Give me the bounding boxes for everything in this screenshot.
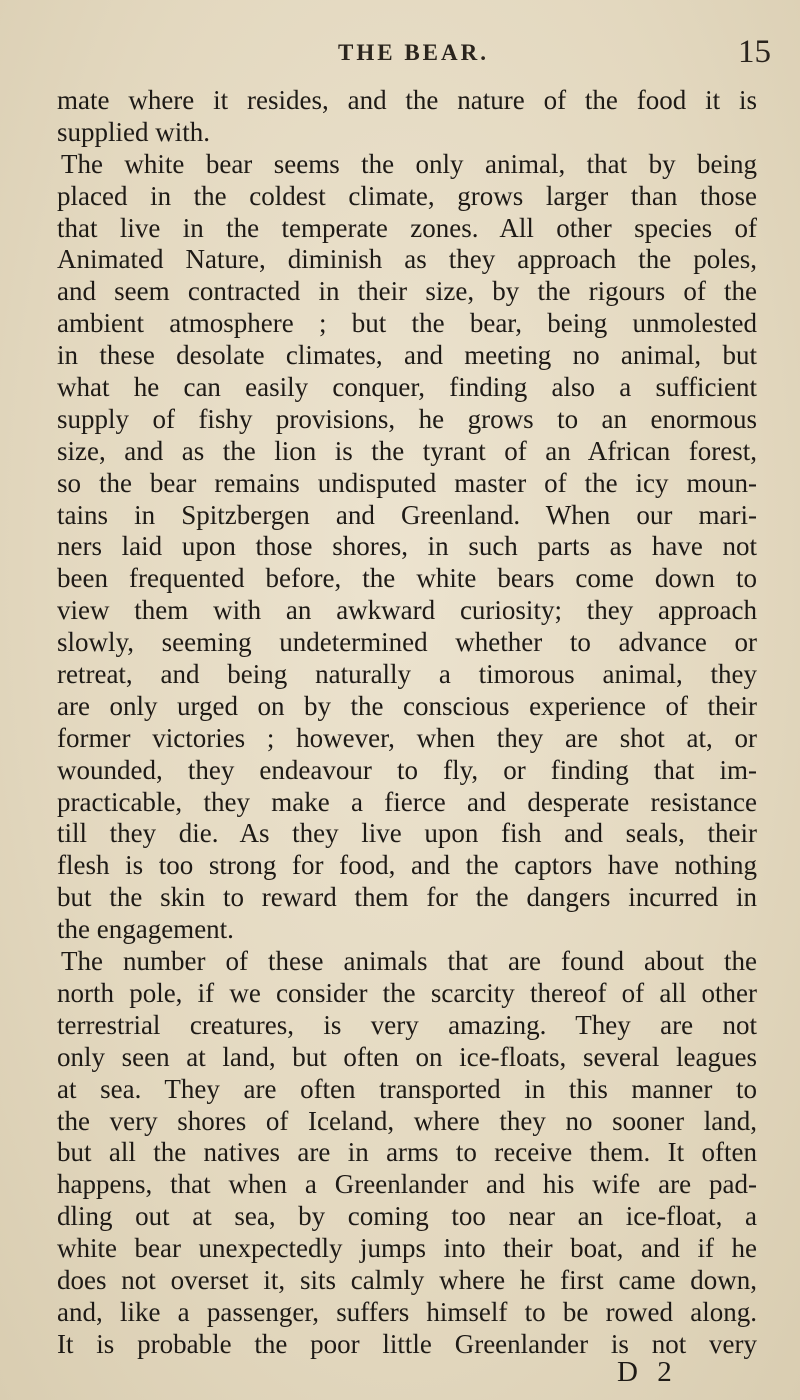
text-line: supplied with. [57, 116, 210, 147]
text-line: and seem contracted in their size, by the rigours of the [57, 276, 757, 307]
text-line: does not overset it, sits calmly where he first came down, [57, 1264, 757, 1295]
signature-mark: D 2 [617, 1356, 678, 1388]
text-line: but the skin to reward them for the dangers incurred in [57, 882, 757, 913]
text-line: but all the natives are in arms to receive them. It often [57, 1137, 757, 1168]
text-line: supply of fishy provisions, he grows to an enormous [57, 403, 757, 434]
text-line: in these desolate climates, and meeting no animal, but [57, 340, 757, 371]
text-line: view them with an awkward curiosity; they approach [57, 595, 757, 626]
text-line: so the bear remains undisputed master of the icy moun- [57, 467, 757, 498]
text-line: white bear unexpectedly jumps into their boat, and if he [57, 1233, 757, 1264]
text-line: tains in Spitzbergen and Greenland. When our mari- [57, 499, 757, 530]
text-line: and, like a passenger, suffers himself to be rowed along. [57, 1296, 757, 1327]
text-line: It is probable the poor little Greenlander is not very [57, 1328, 757, 1359]
text-line: The white bear seems the only animal, that by being [61, 148, 757, 179]
text-line: terrestrial creatures, is very amazing. They are not [57, 1009, 757, 1040]
text-line: wounded, they endeavour to fly, or finding that im- [57, 754, 757, 785]
text-line: Animated Nature, diminish as they approach the poles, [57, 244, 757, 275]
text-line: the engagement. [57, 914, 234, 945]
text-line: slowly, seeming undetermined whether to advance or [57, 627, 757, 658]
text-line: former victories ; however, when they are shot at, or [57, 722, 757, 753]
running-head [0, 34, 800, 80]
body-text [57, 85, 757, 1361]
text-line: practicable, they make a fierce and desperate resistance [57, 786, 757, 817]
text-line: ambient atmosphere ; but the bear, being unmolested [57, 308, 757, 339]
text-line: only seen at land, but often on ice-floats, several leagues [57, 1041, 757, 1072]
text-line: been frequented before, the white bears come down to [57, 563, 757, 594]
text-line: the very shores of Iceland, where they no sooner land, [57, 1105, 757, 1136]
text-line: ners laid upon those shores, in such parts as have not [57, 531, 757, 562]
text-line: The number of these animals that are found about the [61, 946, 757, 977]
running-title: THE BEAR. [338, 40, 489, 65]
text-line: mate where it resides, and the nature of the food it is [57, 85, 757, 115]
text-line: at sea. They are often transported in this manner to [57, 1073, 757, 1104]
page-number: 15 [738, 34, 771, 70]
text-line: flesh is too strong for food, and the captors have nothing [57, 850, 757, 881]
text-line: till they die. As they live upon fish and seals, their [57, 818, 757, 849]
text-line: what he can easily conquer, finding also a sufficient [57, 372, 757, 403]
text-line: retreat, and being naturally a timorous animal, they [57, 659, 757, 690]
text-line: that live in the temperate zones. All other species of [57, 212, 757, 243]
text-line: happens, that when a Greenlander and his wife are pad- [57, 1169, 757, 1200]
text-line: north pole, if we consider the scarcity thereof of all other [57, 977, 757, 1008]
text-line: dling out at sea, by coming too near an ice-float, a [57, 1201, 757, 1232]
text-line: are only urged on by the conscious experience of their [57, 690, 757, 721]
text-line: size, and as the lion is the tyrant of an African forest, [57, 435, 757, 466]
text-line: placed in the coldest climate, grows larger than those [57, 180, 757, 211]
